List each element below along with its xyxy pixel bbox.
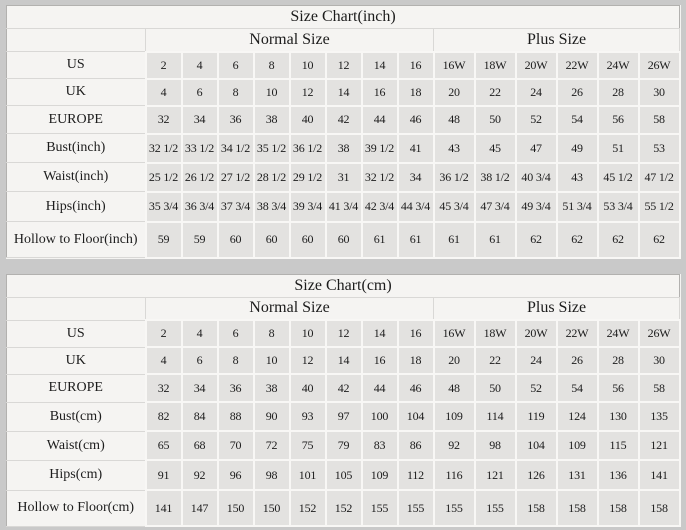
- size-cell: 26: [557, 347, 598, 374]
- size-cell: 16: [398, 320, 434, 347]
- size-cell: 22: [475, 79, 516, 106]
- size-cell: 49: [557, 134, 598, 163]
- size-cell: 12: [326, 52, 362, 79]
- size-cell: 41: [398, 134, 434, 163]
- size-cell: 24: [516, 347, 557, 374]
- size-cell: 28: [598, 79, 639, 106]
- size-cell: 22: [475, 347, 516, 374]
- size-cell: 26W: [639, 320, 680, 347]
- size-cell: 40: [290, 374, 326, 402]
- size-cell: 112: [398, 460, 434, 490]
- size-cell: 62: [639, 222, 680, 258]
- size-cell: 150: [218, 490, 254, 526]
- size-cell: 98: [254, 460, 290, 490]
- size-cell: 12: [326, 320, 362, 347]
- size-cell: 47: [516, 134, 557, 163]
- row-label: Bust(cm): [7, 402, 146, 431]
- size-cell: 121: [639, 431, 680, 460]
- size-cell: 79: [326, 431, 362, 460]
- size-chart-cm-section: [6, 274, 680, 528]
- size-cell: 49 3/4: [516, 192, 557, 222]
- size-cell: 12: [290, 79, 326, 106]
- size-cell: 131: [557, 460, 598, 490]
- size-cell: 16: [398, 52, 434, 79]
- size-cell: 36 3/4: [182, 192, 218, 222]
- table-title: Size Chart(cm): [7, 274, 680, 297]
- size-cell: 18W: [475, 320, 516, 347]
- size-cell: 16: [362, 347, 398, 374]
- size-cell: 61: [398, 222, 434, 258]
- size-cell: 35 1/2: [254, 134, 290, 163]
- size-row-uk: [7, 347, 680, 374]
- size-cell: 16W: [434, 320, 475, 347]
- row-label: Bust(inch): [7, 134, 146, 163]
- size-cell: 50: [475, 106, 516, 134]
- size-cell: 18W: [475, 52, 516, 79]
- size-cell: 38: [326, 134, 362, 163]
- size-cell: 56: [598, 106, 639, 134]
- size-cell: 4: [146, 347, 182, 374]
- size-cell: 39 1/2: [362, 134, 398, 163]
- title-row: [7, 6, 680, 29]
- size-cell: 60: [290, 222, 326, 258]
- size-cell: 116: [434, 460, 475, 490]
- size-cell: 109: [434, 402, 475, 431]
- size-cell: 24W: [598, 320, 639, 347]
- size-cell: 155: [475, 490, 516, 526]
- size-cell: 32 1/2: [362, 163, 398, 192]
- size-cell: 4: [182, 320, 218, 347]
- size-cell: 62: [598, 222, 639, 258]
- size-cell: 2: [146, 320, 182, 347]
- size-cell: 58: [639, 106, 680, 134]
- size-cell: 61: [362, 222, 398, 258]
- size-cell: 155: [362, 490, 398, 526]
- size-cell: 27 1/2: [218, 163, 254, 192]
- size-cell: 10: [290, 320, 326, 347]
- size-cell: 92: [434, 431, 475, 460]
- row-label: EUROPE: [7, 106, 146, 134]
- size-row-us: [7, 52, 680, 79]
- size-cell: 88: [218, 402, 254, 431]
- size-cell: 14: [362, 320, 398, 347]
- size-cell: 147: [182, 490, 218, 526]
- size-cell: 18: [398, 347, 434, 374]
- size-cell: 28: [598, 347, 639, 374]
- size-cell: 36 1/2: [290, 134, 326, 163]
- size-cell: 48: [434, 374, 475, 402]
- size-cell: 8: [218, 347, 254, 374]
- size-cell: 158: [516, 490, 557, 526]
- size-cell: 8: [254, 52, 290, 79]
- table-title: Size Chart(inch): [7, 6, 680, 29]
- size-cell: 10: [254, 79, 290, 106]
- size-cell: 98: [475, 431, 516, 460]
- size-row-hips-inch: [7, 192, 680, 222]
- size-cell: 62: [557, 222, 598, 258]
- size-cell: 22W: [557, 320, 598, 347]
- size-cell: 24: [516, 79, 557, 106]
- size-cell: 72: [254, 431, 290, 460]
- size-cell: 75: [290, 431, 326, 460]
- size-cell: 54: [557, 374, 598, 402]
- size-cell: 33 1/2: [182, 134, 218, 163]
- size-cell: 52: [516, 106, 557, 134]
- size-cell: 35 3/4: [146, 192, 182, 222]
- size-cell: 32: [146, 106, 182, 134]
- size-cell: 30: [639, 79, 680, 106]
- size-cell: 109: [362, 460, 398, 490]
- size-cell: 44: [362, 374, 398, 402]
- size-row-waist-cm: [7, 431, 680, 460]
- size-cell: 119: [516, 402, 557, 431]
- size-cell: 14: [326, 79, 362, 106]
- row-label: US: [7, 320, 146, 347]
- row-label: Hollow to Floor(inch): [7, 222, 146, 258]
- size-cell: 20W: [516, 52, 557, 79]
- size-cell: 10: [290, 52, 326, 79]
- size-cell: 6: [218, 320, 254, 347]
- size-cell: 12: [290, 347, 326, 374]
- size-table: [6, 5, 681, 259]
- size-row-bust-cm: [7, 402, 680, 431]
- size-cell: 42: [326, 106, 362, 134]
- size-cell: 152: [326, 490, 362, 526]
- size-cell: 68: [182, 431, 218, 460]
- size-cell: 14: [362, 52, 398, 79]
- size-cell: 45 1/2: [598, 163, 639, 192]
- size-cell: 47 3/4: [475, 192, 516, 222]
- size-cell: 53 3/4: [598, 192, 639, 222]
- size-cell: 38 3/4: [254, 192, 290, 222]
- size-cell: 39 3/4: [290, 192, 326, 222]
- size-row-bust-inch: [7, 134, 680, 163]
- size-cell: 60: [254, 222, 290, 258]
- size-cell: 155: [398, 490, 434, 526]
- size-cell: 53: [639, 134, 680, 163]
- size-cell: 158: [557, 490, 598, 526]
- size-cell: 34: [182, 106, 218, 134]
- size-cell: 152: [290, 490, 326, 526]
- size-cell: 20: [434, 347, 475, 374]
- size-cell: 96: [218, 460, 254, 490]
- size-cell: 25 1/2: [146, 163, 182, 192]
- size-row-uk: [7, 79, 680, 106]
- size-table: [6, 274, 681, 528]
- title-row: [7, 274, 680, 297]
- size-cell: 45: [475, 134, 516, 163]
- size-cell: 50: [475, 374, 516, 402]
- size-cell: 36: [218, 106, 254, 134]
- size-cell: 126: [516, 460, 557, 490]
- size-cell: 60: [326, 222, 362, 258]
- group-header-row: [7, 297, 680, 320]
- size-cell: 101: [290, 460, 326, 490]
- size-cell: 82: [146, 402, 182, 431]
- size-row-us: [7, 320, 680, 347]
- size-cell: 46: [398, 106, 434, 134]
- size-cell: 6: [218, 52, 254, 79]
- size-cell: 26 1/2: [182, 163, 218, 192]
- size-cell: 158: [598, 490, 639, 526]
- size-cell: 2: [146, 52, 182, 79]
- size-cell: 40: [290, 106, 326, 134]
- size-cell: 32 1/2: [146, 134, 182, 163]
- size-row-waist-inch: [7, 163, 680, 192]
- size-cell: 84: [182, 402, 218, 431]
- row-label: Hollow to Floor(cm): [7, 490, 146, 526]
- row-label: EUROPE: [7, 374, 146, 402]
- size-cell: 36: [218, 374, 254, 402]
- size-cell: 58: [639, 374, 680, 402]
- size-cell: 8: [254, 320, 290, 347]
- size-cell: 44: [362, 106, 398, 134]
- size-cell: 18: [398, 79, 434, 106]
- size-cell: 83: [362, 431, 398, 460]
- size-cell: 141: [146, 490, 182, 526]
- size-cell: 104: [516, 431, 557, 460]
- size-cell: 105: [326, 460, 362, 490]
- size-cell: 124: [557, 402, 598, 431]
- size-cell: 48: [434, 106, 475, 134]
- size-cell: 56: [598, 374, 639, 402]
- size-cell: 26: [557, 79, 598, 106]
- size-row-hollow-to-floor-cm: [7, 490, 680, 526]
- size-cell: 42 3/4: [362, 192, 398, 222]
- row-label: Hips(cm): [7, 460, 146, 490]
- size-cell: 36 1/2: [434, 163, 475, 192]
- size-cell: 59: [146, 222, 182, 258]
- size-cell: 65: [146, 431, 182, 460]
- size-cell: 97: [326, 402, 362, 431]
- size-cell: 8: [218, 79, 254, 106]
- size-cell: 30: [639, 347, 680, 374]
- size-cell: 6: [182, 347, 218, 374]
- size-cell: 43: [434, 134, 475, 163]
- size-cell: 114: [475, 402, 516, 431]
- size-cell: 92: [182, 460, 218, 490]
- size-cell: 37 3/4: [218, 192, 254, 222]
- size-cell: 90: [254, 402, 290, 431]
- size-cell: 130: [598, 402, 639, 431]
- size-cell: 34: [398, 163, 434, 192]
- size-cell: 4: [182, 52, 218, 79]
- size-cell: 54: [557, 106, 598, 134]
- size-row-hollow-to-floor-inch: [7, 222, 680, 258]
- row-label: Waist(cm): [7, 431, 146, 460]
- size-cell: 51 3/4: [557, 192, 598, 222]
- row-label: UK: [7, 79, 146, 106]
- size-cell: 135: [639, 402, 680, 431]
- size-cell: 60: [218, 222, 254, 258]
- size-cell: 155: [434, 490, 475, 526]
- group-header-normal-size: Normal Size: [146, 297, 434, 320]
- corner-cell: [7, 297, 146, 320]
- size-cell: 91: [146, 460, 182, 490]
- group-header-normal-size: Normal Size: [146, 29, 434, 52]
- size-cell: 115: [598, 431, 639, 460]
- row-label: Waist(inch): [7, 163, 146, 192]
- size-cell: 32: [146, 374, 182, 402]
- size-cell: 86: [398, 431, 434, 460]
- size-cell: 20W: [516, 320, 557, 347]
- size-cell: 55 1/2: [639, 192, 680, 222]
- size-cell: 109: [557, 431, 598, 460]
- group-header-row: [7, 29, 680, 52]
- size-cell: 150: [254, 490, 290, 526]
- size-cell: 16: [362, 79, 398, 106]
- size-cell: 4: [146, 79, 182, 106]
- size-row-europe: [7, 374, 680, 402]
- size-cell: 38: [254, 374, 290, 402]
- size-cell: 61: [434, 222, 475, 258]
- size-cell: 104: [398, 402, 434, 431]
- size-cell: 136: [598, 460, 639, 490]
- size-cell: 38 1/2: [475, 163, 516, 192]
- size-cell: 10: [254, 347, 290, 374]
- size-cell: 47 1/2: [639, 163, 680, 192]
- row-label: US: [7, 52, 146, 79]
- size-cell: 46: [398, 374, 434, 402]
- size-cell: 31: [326, 163, 362, 192]
- group-header-plus-size: Plus Size: [434, 297, 680, 320]
- size-cell: 42: [326, 374, 362, 402]
- size-cell: 6: [182, 79, 218, 106]
- row-label: Hips(inch): [7, 192, 146, 222]
- size-cell: 34: [182, 374, 218, 402]
- size-cell: 43: [557, 163, 598, 192]
- size-cell: 141: [639, 460, 680, 490]
- size-cell: 16W: [434, 52, 475, 79]
- group-header-plus-size: Plus Size: [434, 29, 680, 52]
- size-cell: 62: [516, 222, 557, 258]
- size-cell: 22W: [557, 52, 598, 79]
- size-cell: 28 1/2: [254, 163, 290, 192]
- size-cell: 24W: [598, 52, 639, 79]
- size-cell: 61: [475, 222, 516, 258]
- size-cell: 38: [254, 106, 290, 134]
- size-cell: 29 1/2: [290, 163, 326, 192]
- size-cell: 121: [475, 460, 516, 490]
- size-cell: 14: [326, 347, 362, 374]
- size-cell: 26W: [639, 52, 680, 79]
- size-cell: 158: [639, 490, 680, 526]
- size-cell: 40 3/4: [516, 163, 557, 192]
- size-cell: 20: [434, 79, 475, 106]
- row-label: UK: [7, 347, 146, 374]
- size-cell: 51: [598, 134, 639, 163]
- size-cell: 93: [290, 402, 326, 431]
- size-cell: 45 3/4: [434, 192, 475, 222]
- size-cell: 34 1/2: [218, 134, 254, 163]
- size-chart-inch-section: [6, 5, 680, 259]
- size-cell: 52: [516, 374, 557, 402]
- size-row-hips-cm: [7, 460, 680, 490]
- size-row-europe: [7, 106, 680, 134]
- corner-cell: [7, 29, 146, 52]
- size-cell: 44 3/4: [398, 192, 434, 222]
- size-cell: 41 3/4: [326, 192, 362, 222]
- size-cell: 100: [362, 402, 398, 431]
- size-cell: 59: [182, 222, 218, 258]
- size-cell: 70: [218, 431, 254, 460]
